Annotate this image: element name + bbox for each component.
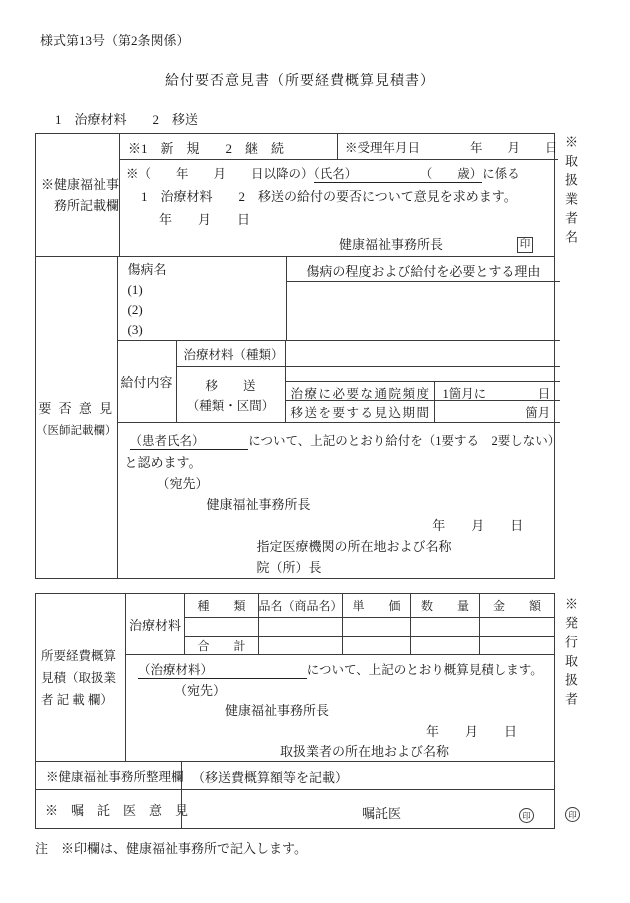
agent-name-vertical-label: ※取扱業者名 bbox=[563, 135, 578, 249]
request-line1 bbox=[120, 165, 558, 183]
doctor-opinion-row bbox=[36, 257, 561, 578]
page-title: 給付要否意見書（所要経費概算見積書） bbox=[165, 74, 435, 89]
transport-row bbox=[177, 367, 561, 422]
statement-rest: について、上記のとおり給付を（1要する 2要しない） bbox=[248, 434, 561, 448]
office-section-row bbox=[36, 134, 558, 257]
frequency-row bbox=[286, 382, 561, 401]
injury-item-1[interactable]: (1) bbox=[127, 282, 143, 297]
benefit-body bbox=[177, 341, 561, 422]
admin-value-field[interactable]: （移送費概算額等を記載） bbox=[192, 770, 349, 785]
estimate-label-line2: 見積（取扱業 bbox=[41, 670, 117, 685]
material-cost-subtable bbox=[126, 594, 554, 655]
opinion-body bbox=[118, 257, 561, 578]
total-amount-cell[interactable] bbox=[480, 637, 554, 654]
material-kind-label: 治療材料（種類） bbox=[177, 341, 286, 366]
patient-name-blank[interactable]: （患者氏名） bbox=[129, 434, 249, 448]
consulting-doctor-row bbox=[36, 790, 554, 828]
admin-label: ※健康福祉事務所整理欄 bbox=[36, 762, 182, 789]
cost-grid bbox=[185, 594, 554, 654]
consulting-doctor-field[interactable] bbox=[182, 790, 554, 828]
footnote: 注 ※印欄は、健康福祉事務所で記入します。 bbox=[35, 841, 307, 856]
reason-header: 傷病の程度および給付を必要とする理由 bbox=[287, 257, 561, 282]
entry-amount-cell[interactable] bbox=[480, 618, 554, 636]
admin-row bbox=[36, 762, 554, 790]
statement-line2: と認めます。 bbox=[124, 455, 202, 470]
margin-seal-mark: 印 bbox=[565, 807, 580, 822]
opinion-request-table bbox=[35, 133, 561, 579]
entry-product-cell[interactable] bbox=[259, 618, 343, 636]
estimate-rest: について、上記のとおり概算見積します。 bbox=[306, 663, 543, 677]
office-label-line2: 務所記載欄 bbox=[54, 198, 120, 213]
transport-label bbox=[177, 367, 286, 422]
benefit-label: 給付内容 bbox=[118, 341, 177, 422]
total-product-cell[interactable] bbox=[259, 637, 343, 654]
cost-total-row bbox=[185, 637, 554, 654]
col-header-amount: 金 額 bbox=[492, 599, 541, 613]
frequency-unit: 日 bbox=[537, 387, 551, 401]
receipt-date-field[interactable]: ※受理年月日 年 月 日 bbox=[345, 141, 558, 155]
category-line: 1 治療材料 2 移送 bbox=[55, 112, 199, 127]
col-header-product: 品名（商品名） bbox=[259, 594, 343, 617]
transport-detail bbox=[286, 367, 561, 422]
office-seal-mark: 印 bbox=[517, 237, 533, 253]
opinion-statement-block bbox=[118, 423, 561, 578]
total-quantity-cell[interactable] bbox=[411, 637, 480, 654]
office-request-text bbox=[120, 160, 558, 256]
cost-entry-row bbox=[185, 618, 554, 637]
estimate-section-label bbox=[36, 594, 126, 761]
period-label: 移送を要する見込期間 bbox=[286, 401, 435, 422]
opinion-addressee: （宛先） bbox=[156, 476, 209, 491]
opinion-section-label bbox=[36, 257, 118, 578]
office-director-line bbox=[120, 236, 558, 254]
consulting-doctor-title: 嘱託医 bbox=[362, 806, 402, 821]
opinion-date-blank[interactable]: 年 月 日 bbox=[432, 518, 524, 533]
estimate-date-blank[interactable]: 年 月 日 bbox=[425, 723, 517, 739]
estimate-addressee: （宛先） bbox=[174, 682, 227, 698]
opinion-label-line1: 要 否 意 見 bbox=[38, 400, 115, 416]
frequency-value-field[interactable] bbox=[435, 382, 561, 400]
reason-input-area[interactable] bbox=[287, 282, 561, 340]
col-header-unit-price: 単 価 bbox=[343, 594, 411, 617]
estimate-body bbox=[126, 594, 554, 761]
opinion-director: 健康福祉事務所長 bbox=[206, 497, 311, 512]
office-label-line1: ※健康福祉事 bbox=[41, 177, 120, 192]
office-director-label: 健康福祉事務所長 bbox=[339, 237, 444, 252]
benefit-content-block bbox=[118, 341, 561, 423]
doctor-seal-mark: 印 bbox=[519, 808, 534, 823]
material-kind-row bbox=[177, 341, 561, 367]
request-line2: 1 治療材料 2 移送の給付の要否について意見を求めます。 bbox=[141, 189, 517, 204]
consulting-doctor-label: ※ 嘱 託 医 意 見 bbox=[36, 790, 182, 828]
material-label: 治療材料 bbox=[126, 594, 185, 654]
period-row bbox=[286, 401, 561, 422]
form-number: 様式第13号（第2条関係） bbox=[40, 33, 190, 48]
injury-item-2[interactable]: (2) bbox=[127, 302, 143, 317]
office-section-body bbox=[120, 134, 558, 256]
hospital-head-line[interactable]: 院（所）長 bbox=[256, 560, 322, 575]
transport-input[interactable] bbox=[286, 367, 561, 382]
office-top-row bbox=[120, 134, 558, 160]
injury-item-3[interactable]: (3) bbox=[127, 322, 143, 337]
period-value-field[interactable]: 箇月 bbox=[525, 406, 551, 420]
entry-quantity-cell[interactable] bbox=[411, 618, 480, 636]
col-header-kind: 種 類 bbox=[185, 594, 259, 617]
estimate-table bbox=[35, 593, 555, 829]
estimate-label-line3: 者 記 載 欄） bbox=[41, 692, 113, 707]
injury-title: 傷病名 bbox=[127, 262, 167, 277]
opinion-label-line2: （医師記載欄） bbox=[36, 424, 117, 437]
request-suffix: に係る bbox=[482, 167, 520, 181]
transport-label-line1: 移 送 bbox=[205, 378, 256, 393]
request-date-blank[interactable]: 年 月 日 bbox=[159, 212, 251, 227]
total-unit-price-cell[interactable] bbox=[343, 637, 411, 654]
issuer-vertical-label: ※発行取扱者 bbox=[563, 597, 578, 711]
estimate-line1 bbox=[126, 660, 554, 681]
office-section-label bbox=[36, 134, 120, 256]
estimate-label-line1: 所要経費概算 bbox=[41, 648, 117, 663]
estimate-row bbox=[36, 594, 554, 762]
name-age-blank[interactable]: （氏名） （ 歳） bbox=[313, 167, 483, 181]
injury-name-cell[interactable] bbox=[118, 257, 287, 340]
material-kind-input[interactable] bbox=[286, 341, 561, 366]
material-name-blank[interactable]: （治療材料） bbox=[138, 663, 307, 677]
frequency-prefix: 1箇月に bbox=[442, 387, 487, 401]
reason-column bbox=[287, 257, 561, 340]
estimate-statement-block bbox=[126, 655, 554, 763]
request-prefix: ※（ 年 月 日以降の） bbox=[126, 167, 314, 181]
total-label-cell: 合 計 bbox=[185, 637, 259, 654]
new-continue-field[interactable]: ※1 新 規 2 継 続 bbox=[120, 134, 338, 159]
injury-reason-block bbox=[118, 257, 561, 341]
frequency-label: 治療に必要な通院頻度 bbox=[286, 382, 435, 400]
cost-header-row bbox=[185, 594, 554, 618]
entry-kind-cell[interactable] bbox=[185, 618, 259, 636]
medical-org-line[interactable]: 指定医療機関の所在地および名称 bbox=[256, 539, 452, 554]
agent-org-line[interactable]: 取扱業者の所在地および名称 bbox=[280, 744, 450, 759]
estimate-director: 健康福祉事務所長 bbox=[225, 703, 330, 718]
transport-label-line2: （種類・区間） bbox=[186, 398, 275, 413]
col-header-quantity: 数 量 bbox=[411, 594, 480, 617]
entry-unit-price-cell[interactable] bbox=[343, 618, 411, 636]
statement-line1 bbox=[118, 431, 561, 452]
